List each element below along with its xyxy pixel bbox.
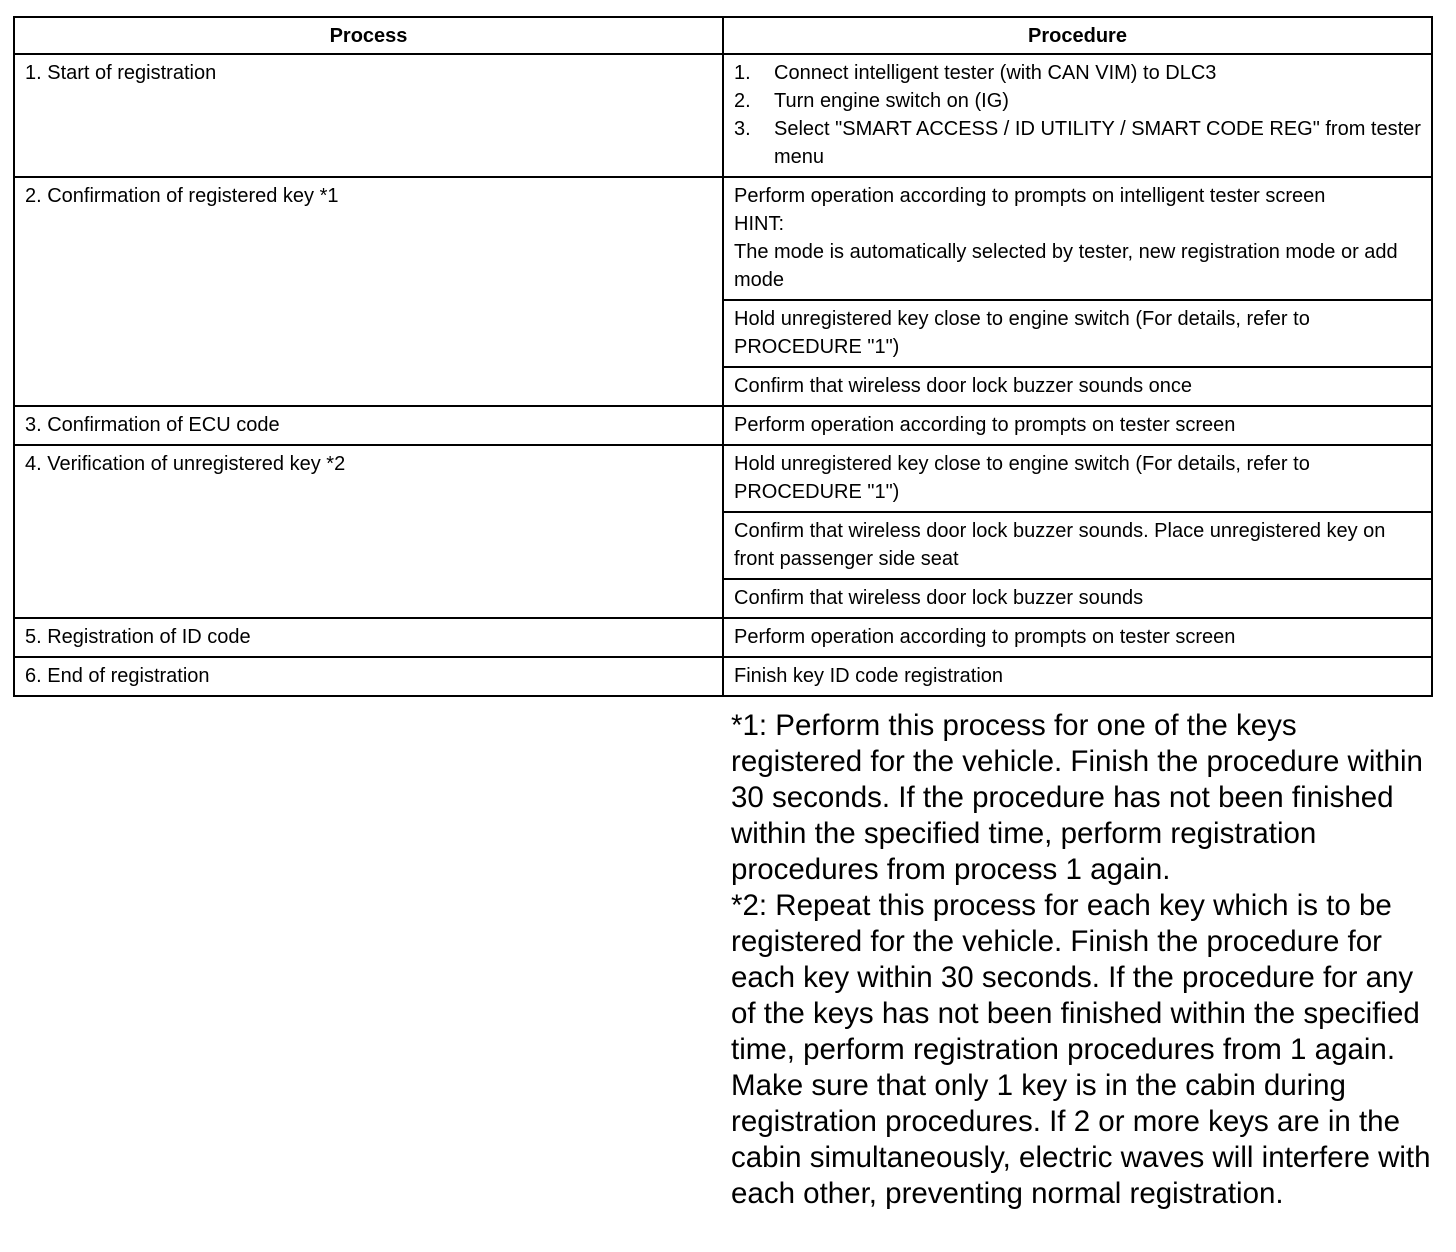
procedure-cell: Finish key ID code registration — [723, 657, 1432, 696]
hint-label: HINT: — [734, 213, 784, 235]
process-cell: 1. Start of registration — [14, 54, 723, 177]
list-item — [734, 87, 1421, 115]
procedure-cell: Hold unregistered key close to engine switch (For details, refer to PROCEDURE "1") — [723, 445, 1432, 512]
table-row — [14, 618, 1432, 657]
table-row — [14, 657, 1432, 696]
process-cell: 2. Confirmation of registered key *1 — [14, 177, 723, 406]
procedure-header: Procedure — [723, 17, 1432, 54]
process-cell: 5. Registration of ID code — [14, 618, 723, 657]
procedure-cell: Perform operation according to prompts on tester screen — [723, 406, 1432, 445]
table-row — [14, 177, 1432, 300]
table-row — [14, 445, 1432, 512]
step-list — [734, 59, 1421, 171]
footnote-2: *2: Repeat this process for each key which is to be registered for the vehicle. Finish the procedure for each key within 30 seconds. If the procedure for any of the keys has not been finished within the specified time, perform registration procedures from 1 again. Make sure that only 1 key is in the cabin during registration procedures. If 2 or more keys are in the cabin simultaneously, electric waves will interfere with each other, preventing normal registration. — [731, 889, 1431, 1210]
step-text: Turn engine switch on (IG) — [774, 90, 1009, 112]
step-number: 3. — [734, 118, 751, 140]
procedure-cell — [723, 54, 1432, 177]
table-row — [14, 54, 1432, 177]
list-item — [734, 115, 1421, 171]
procedure-cell — [723, 177, 1432, 300]
procedure-text: Perform operation according to prompts on intelligent tester screen — [734, 185, 1326, 207]
step-number: 1. — [734, 62, 751, 84]
footnote-1: *1: Perform this process for one of the keys registered for the vehicle. Finish the procedure within 30 seconds. If the procedure has not been finished within the specified time, perform registration procedures from process 1 again. — [731, 709, 1423, 886]
step-text: Select "SMART ACCESS / ID UTILITY / SMART CODE REG" from tester menu — [774, 118, 1421, 168]
footnotes — [731, 708, 1436, 1212]
procedure-cell: Confirm that wireless door lock buzzer sounds once — [723, 367, 1432, 406]
process-header: Process — [14, 17, 723, 54]
procedure-cell: Hold unregistered key close to engine switch (For details, refer to PROCEDURE "1") — [723, 300, 1432, 367]
procedure-cell: Confirm that wireless door lock buzzer sounds — [723, 579, 1432, 618]
table-row — [14, 406, 1432, 445]
hint-text: The mode is automatically selected by tester, new registration mode or add mode — [734, 241, 1398, 291]
procedure-cell: Perform operation according to prompts on tester screen — [723, 618, 1432, 657]
header-row — [14, 17, 1432, 54]
process-cell: 4. Verification of unregistered key *2 — [14, 445, 723, 618]
step-text: Connect intelligent tester (with CAN VIM) to DLC3 — [774, 62, 1217, 84]
process-cell: 6. End of registration — [14, 657, 723, 696]
step-number: 2. — [734, 90, 751, 112]
list-item — [734, 59, 1421, 87]
registration-table — [13, 16, 1433, 697]
procedure-cell: Confirm that wireless door lock buzzer sounds. Place unregistered key on front passenger side seat — [723, 512, 1432, 579]
process-cell: 3. Confirmation of ECU code — [14, 406, 723, 445]
